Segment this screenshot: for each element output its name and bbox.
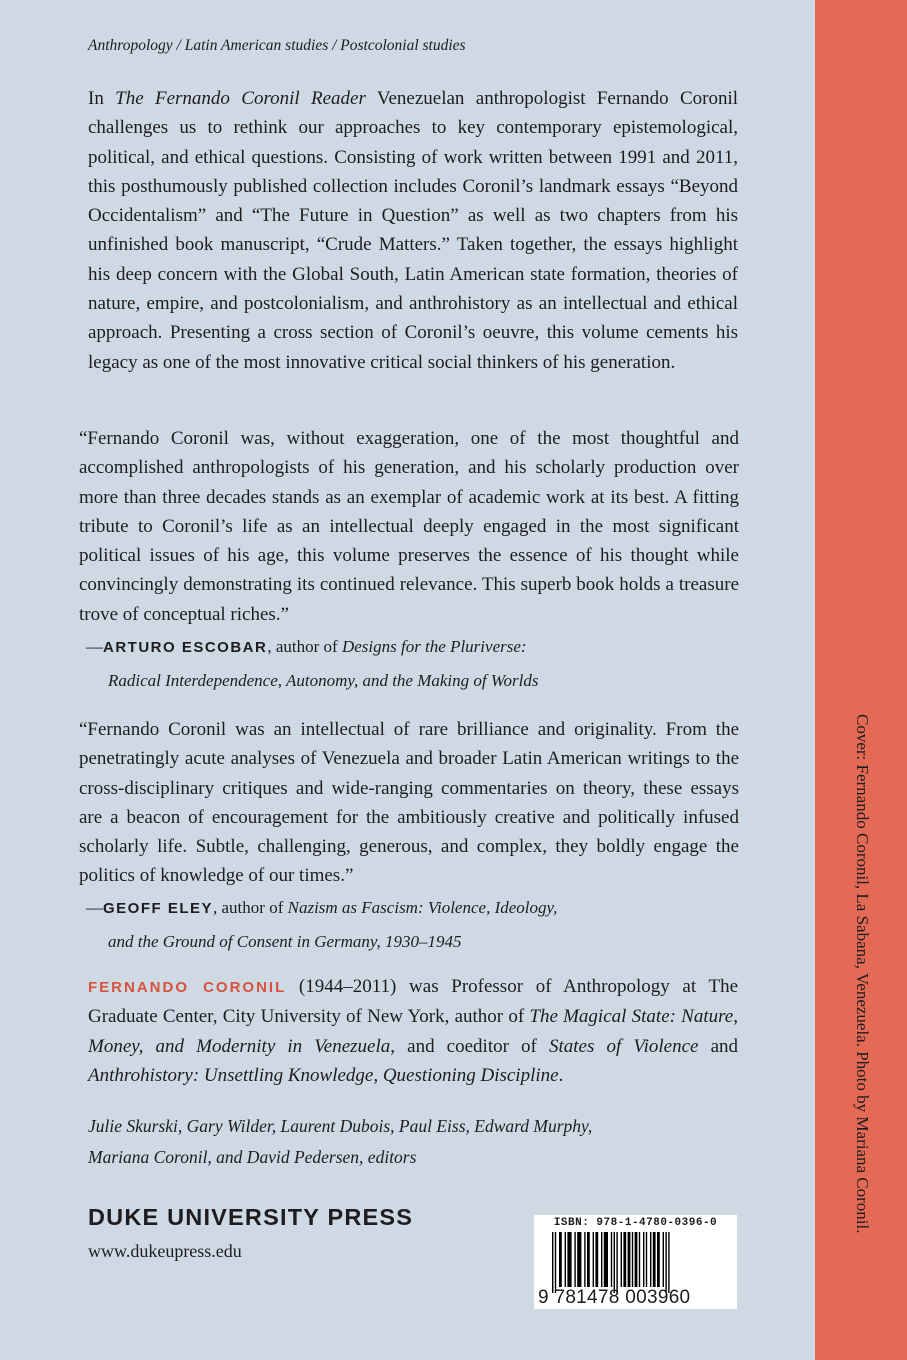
isbn-label: ISBN: 978-1-4780-0396-0	[553, 1217, 718, 1229]
barcode-bar	[614, 1232, 615, 1293]
endorsement-attribution-eley: —GEOFF ELEY, author of Nazism as Fascism: Violence, Ideology, and the Ground of Consent in Germany, 1930–1945	[86, 891, 736, 958]
author-bio: FERNANDO CORONIL (1944–2011) was Professor of Anthropology at The Graduate Center, City University of New York, author of The Magical State: Nature, Money, and Modernity in Venezuela, and coeditor of States of Violence and Anthrohistory: Unsettling Knowledge, Questioning Discipline.	[88, 976, 739, 1086]
barcode-bar	[552, 1232, 553, 1293]
description-body: Venezuelan anthropologist Fernando Coronil challenges us to rethink our approaches to key contemporary epistemological, political, and ethical questions. Consisting of work written between 1991 and 2011, this posthumously published collection includes Coronil’s landmark essays “Beyond Occidentalism” and “The Future in Question” as well as two chapters from his unfinished book manuscript, “Crude Matters.” Taken together, the essays highlight his deep concern with the Global South, Latin American state formation, theories of nature, empire, and postcolonialism, and anthrohistory as an intellectual and ethical approach. Presenting a cross section of Coronil’s oeuvre, this volume cements his legacy as one of the most innovative critical social thinkers of his generation.	[88, 88, 739, 373]
barcode-bar	[559, 1232, 562, 1287]
barcode-bar	[621, 1232, 622, 1287]
publisher-name: DUKE UNIVERSITY PRESS	[88, 1204, 414, 1230]
barcode-bar	[657, 1232, 660, 1287]
barcode-bar	[601, 1232, 602, 1287]
endorser-work: Nazism as Fascism: Violence, Ideology,	[287, 898, 558, 917]
subject-categories: Anthropology / Latin American studies / Postcolonial studies	[88, 37, 466, 54]
barcode-bar	[604, 1232, 608, 1287]
endorser-work-continued: Radical Interdependence, Autonomy, and the Making of Worlds	[108, 671, 539, 690]
isbn-barcode	[534, 1215, 737, 1309]
bio-book-title: The Magical State: Nature, Money, and Modernity in Venezuela	[88, 1006, 738, 1057]
endorsement-attribution-escobar: —ARTURO ESCOBAR, author of Designs for the Pluriverse: Radical Interdependence, Autonomy, and the Making of Worlds	[86, 630, 736, 697]
publisher-website[interactable]: www.dukeupress.edu	[88, 1241, 242, 1261]
endorsement-quote-escobar: “Fernando Coronil was, without exaggeration, one of the most thoughtful and accomplished anthropologists of his generation, and his scholarly production over more than three decades stands as an exemplar of academic work at its best. A fitting tribute to Coronil’s life as an intellectual deeply engaged in the most significant political issues of his age, this volume preserves the essence of his thought while convincingly demonstrating its continued relevance. This superb book holds a treasure trove of conceptual riches.”	[79, 428, 739, 625]
barcode-bar	[650, 1232, 651, 1287]
endorser-name: ARTURO ESCOBAR	[103, 639, 268, 656]
barcode-bar	[555, 1232, 556, 1293]
barcode-bar	[635, 1232, 638, 1287]
book-title: The Fernando Coronil Reader	[115, 88, 366, 109]
barcode-bar	[616, 1232, 617, 1293]
barcode-bar	[565, 1232, 566, 1287]
barcode-bar	[663, 1232, 664, 1287]
barcode-bar	[632, 1232, 633, 1287]
barcode-bar	[628, 1232, 631, 1287]
barcode-bar	[665, 1232, 666, 1293]
barcode-bar	[653, 1232, 656, 1287]
barcode-bar	[593, 1232, 594, 1287]
endorser-work-continued: and the Ground of Consent in Germany, 1930–1945	[108, 932, 462, 951]
barcode-bar	[584, 1232, 585, 1287]
barcode-bar	[567, 1232, 571, 1287]
barcode-bar	[643, 1232, 644, 1287]
barcode-bar	[668, 1232, 669, 1293]
barcode-bar	[587, 1232, 590, 1287]
barcode-digits: 9 781478 003960	[538, 1287, 691, 1308]
bio-book-title: States of Violence	[549, 1035, 699, 1057]
cover-photo-credit: Cover: Fernando Coronil, La Sabana, Venezuela. Photo by Mariana Coronil.	[853, 714, 872, 1234]
barcode-bar	[646, 1232, 647, 1287]
barcode-bar	[574, 1232, 575, 1287]
barcode-bar	[623, 1232, 626, 1287]
endorser-name: GEOFF ELEY	[103, 900, 214, 917]
barcode-bar	[595, 1232, 598, 1287]
endorsement-quote-eley: “Fernando Coronil was an intellectual of rare brilliance and originality. From the penetratingly acute analyses of Venezuela and broader Latin American writings to the cross-disciplinary critiques and wide-ranging commentaries on theory, these essays are a beacon of encouragement for the ambitiously creative and politically infused scholarly life. Subtle, challenging, generous, and complex, they boldly engage the politics of knowledge of our times.”	[79, 719, 739, 887]
bio-book-title: Anthrohistory: Unsettling Knowledge, Questioning Discipline	[88, 1064, 559, 1086]
editors-credit: Julie Skurski, Gary Wilder, Laurent Dubois, Paul Eiss, Edward Murphy, Mariana Coronil, and David Pedersen, editors	[88, 1116, 593, 1167]
author-name: FERNANDO CORONIL	[88, 979, 287, 996]
book-description	[88, 84, 738, 377]
description-intro: In	[88, 88, 116, 109]
barcode-bar	[611, 1232, 612, 1287]
barcode-bar	[639, 1232, 640, 1287]
endorser-work: Designs for the Pluriverse:	[341, 637, 527, 656]
barcode-bar	[577, 1232, 581, 1287]
